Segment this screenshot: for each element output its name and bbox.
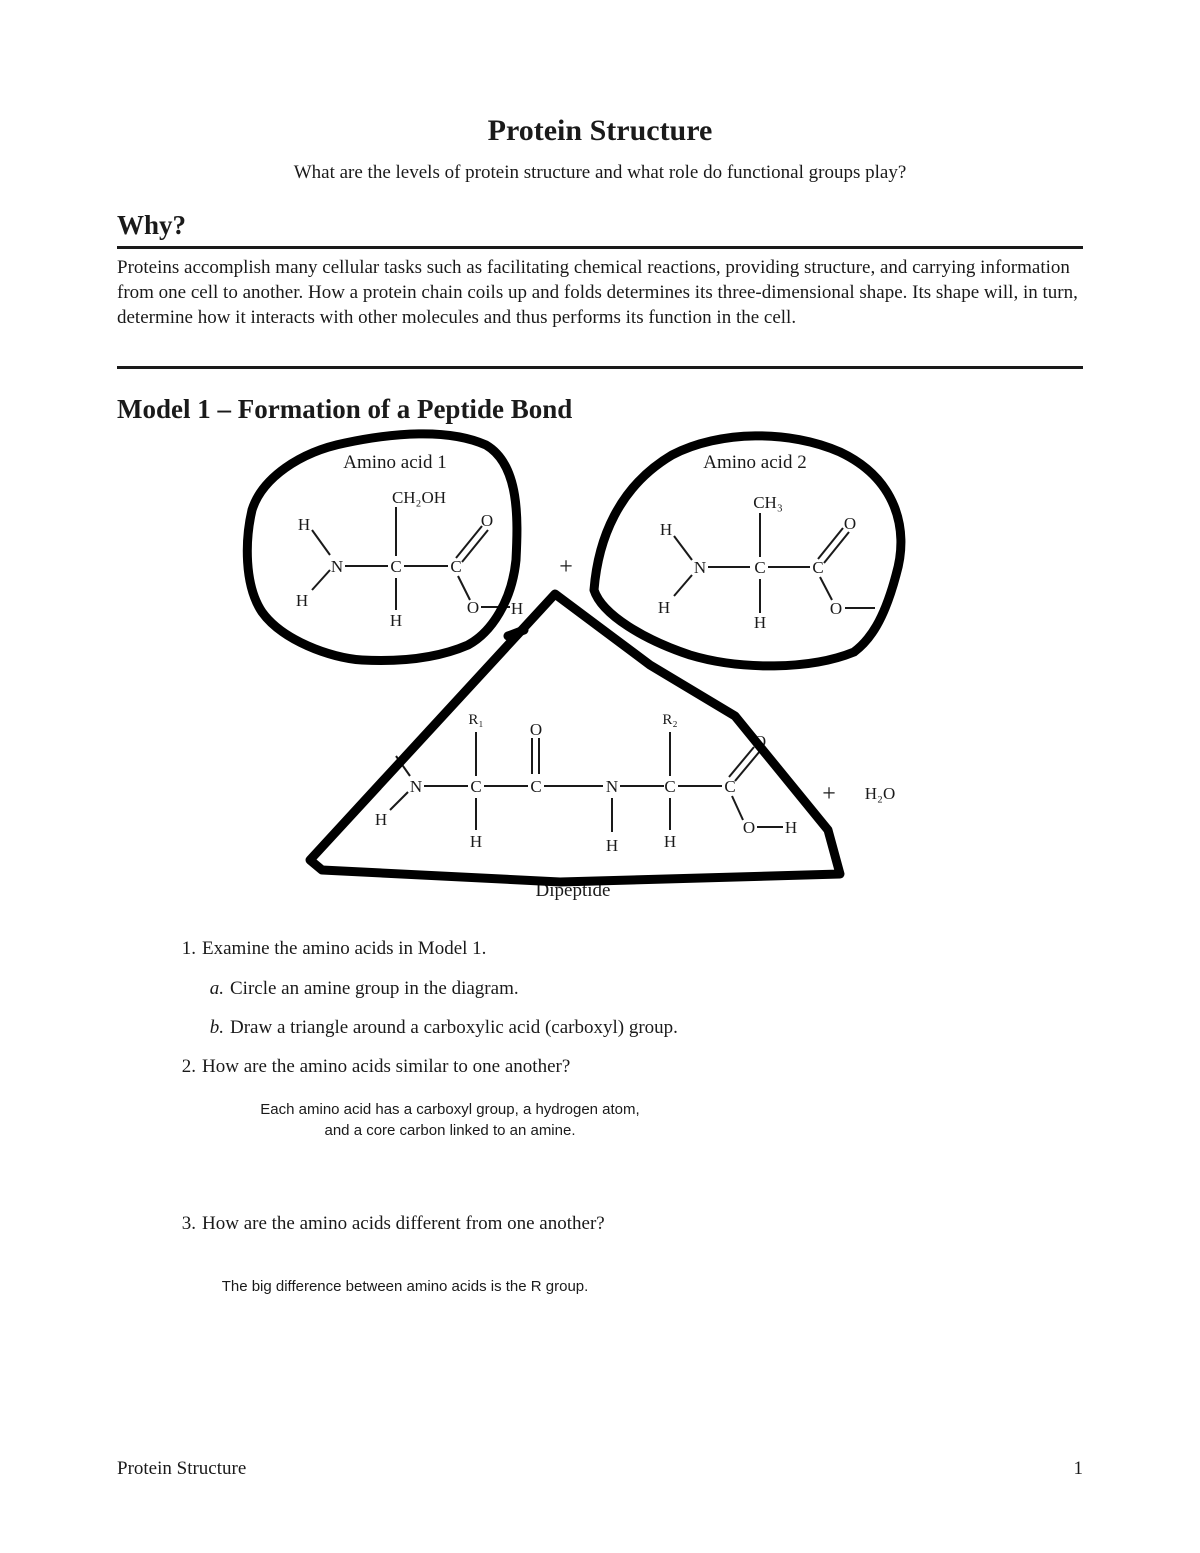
r2-group: R₂ xyxy=(662,712,678,728)
question-number: 1. xyxy=(181,938,196,959)
atom-h: H xyxy=(469,832,483,851)
atom-c: C xyxy=(812,558,824,577)
water-label: H₂O xyxy=(864,784,896,803)
page-number: 1 xyxy=(1073,1458,1083,1479)
question-number: b. xyxy=(209,1017,224,1038)
side-chain-1: CH₂OH xyxy=(391,488,447,507)
atom-h: H xyxy=(784,818,798,837)
plus-sign: + xyxy=(822,781,836,807)
hand-drawn-tick xyxy=(508,630,524,636)
atom-c: C xyxy=(450,557,462,576)
question-text: Examine the amino acids in Model 1. xyxy=(202,938,487,959)
why-text: Proteins accomplish many cellular tasks such as facilitating chemical reactions, providing structure, and carrying information from one cell to another. How a protein chain coils up and folds determines its three-dimensional shape. Its shape will, in turn, determine how it interacts with other molecules and thus performs its function in the cell. xyxy=(117,257,1078,328)
atom-n: N xyxy=(693,558,707,577)
r1-group: R₁ xyxy=(468,712,484,728)
atom-c: C xyxy=(530,777,542,796)
atom-c: C xyxy=(470,777,482,796)
atom-n: N xyxy=(330,557,344,576)
footer-title: Protein Structure xyxy=(117,1458,247,1479)
model-heading: Model 1 – Formation of a Peptide Bond xyxy=(117,394,573,424)
atom-o: O xyxy=(829,599,843,618)
atom-h: H xyxy=(297,515,311,534)
atom-o: O xyxy=(480,511,494,530)
atom-h: H xyxy=(663,832,677,851)
atom-h: H xyxy=(510,599,524,618)
plus-sign: + xyxy=(559,554,573,580)
atom-n: N xyxy=(409,777,423,796)
amino-acid-2-label: Amino acid 2 xyxy=(703,452,807,473)
atom-h: H xyxy=(374,810,388,829)
answer-2: Each amino acid has a carboxyl group, a hydrogen atom, and a core carbon linked to an amine. xyxy=(260,1101,640,1139)
question-text: How are the amino acids different from one another? xyxy=(202,1213,605,1234)
atom-h: H xyxy=(753,613,767,632)
page-title: Protein Structure xyxy=(487,114,713,147)
atom-h: H xyxy=(659,520,673,539)
question-number: a. xyxy=(209,978,224,999)
atom-c: C xyxy=(754,558,766,577)
question-number: 2. xyxy=(181,1056,196,1077)
atom-o: O xyxy=(466,598,480,617)
question-text: Circle an amine group in the diagram. xyxy=(230,978,519,999)
question-text: Draw a triangle around a carboxylic acid (carboxyl) group. xyxy=(230,1017,678,1038)
atom-o: O xyxy=(843,514,857,533)
page-subtitle: What are the levels of protein structure and what role do functional groups play? xyxy=(293,162,907,183)
atom-h: H xyxy=(389,611,403,630)
dipeptide-label: Dipeptide xyxy=(535,880,611,901)
why-heading: Why? xyxy=(117,210,187,240)
atom-o: O xyxy=(742,818,756,837)
atom-c: C xyxy=(724,777,736,796)
atom-h: H xyxy=(657,598,671,617)
atom-h: H xyxy=(605,836,619,855)
atom-o: O xyxy=(529,720,543,739)
atom-n: N xyxy=(605,777,619,796)
student-annotations xyxy=(247,434,901,882)
amino-acid-1-label: Amino acid 1 xyxy=(343,452,447,473)
atom-c: C xyxy=(390,557,402,576)
answer-3: The big difference between amino acids is the R group. xyxy=(221,1278,589,1295)
atom-h: H xyxy=(295,591,309,610)
atom-c: C xyxy=(664,777,676,796)
atom-o: O xyxy=(753,732,767,751)
question-text: How are the amino acids similar to one another? xyxy=(202,1056,571,1077)
diagram-labels xyxy=(296,452,895,901)
side-chain-2: CH₃ xyxy=(753,493,783,512)
question-number: 3. xyxy=(181,1213,196,1234)
